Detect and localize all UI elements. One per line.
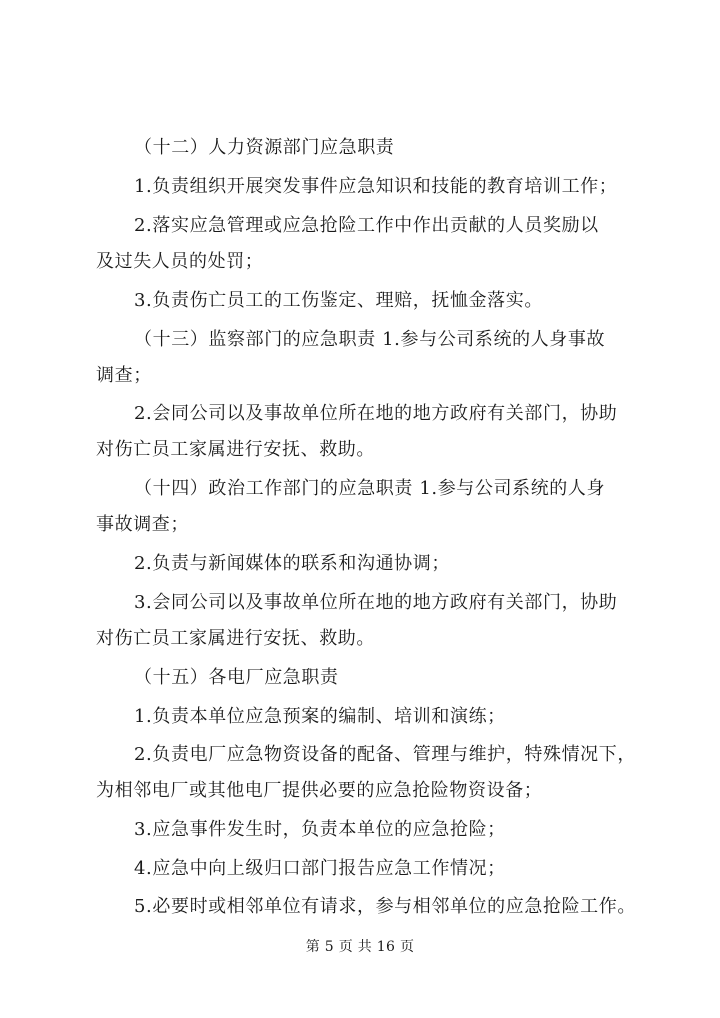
section-heading-fifteen: （十五）各电厂应急职责 [134, 667, 339, 688]
paragraph-line: 事故调查； [96, 514, 189, 535]
section-heading-twelve: （十二）人力资源部门应急职责 [134, 137, 395, 158]
paragraph-line: 1.负责组织开展突发事件应急知识和技能的教育培训工作； [134, 176, 618, 197]
paragraph-line: 4.应急中向上级归口部门报告应急工作情况； [134, 858, 506, 879]
section-heading-fourteen: （十四）政治工作部门的应急职责 1.参与公司系统的人身 [134, 478, 606, 499]
paragraph-line: 为相邻电厂或其他电厂提供必要的应急抢险物资设备； [96, 780, 543, 801]
page-number-footer: 第 5 页 共 16 页 [305, 939, 415, 955]
paragraph-line: 2.负责电厂应急物资设备的配备、管理与维护，特殊情况下， [134, 744, 636, 765]
paragraph-line: 3.负责伤亡员工的工伤鉴定、理赔，抚恤金落实。 [134, 290, 543, 311]
paragraph-line: 对伤亡员工家属进行安抚、救助。 [96, 439, 375, 460]
paragraph-line: 1.负责本单位应急预案的编制、培训和演练； [134, 706, 506, 727]
paragraph-line: 及过失人员的处罚； [96, 251, 264, 272]
paragraph-line: 3.应急事件发生时，负责本单位的应急抢险； [134, 819, 506, 840]
section-heading-thirteen: （十三）监察部门的应急职责 1.参与公司系统的人身事故 [134, 329, 606, 350]
paragraph-line: 调查； [96, 365, 152, 386]
paragraph-line: 5.必要时或相邻单位有请求，参与相邻单位的应急抢险工作。 [134, 896, 636, 917]
paragraph-line: 2.会同公司以及事故单位所在地的地方政府有关部门，协助 [134, 403, 618, 424]
paragraph-line: 2.负责与新闻媒体的联系和沟通协调； [134, 553, 450, 574]
paragraph-line: 2.落实应急管理或应急抢险工作中作出贡献的人员奖励以 [134, 215, 599, 236]
paragraph-line: 对伤亡员工家属进行安抚、救助。 [96, 628, 375, 649]
paragraph-line: 3.会同公司以及事故单位所在地的地方政府有关部门，协助 [134, 592, 618, 613]
